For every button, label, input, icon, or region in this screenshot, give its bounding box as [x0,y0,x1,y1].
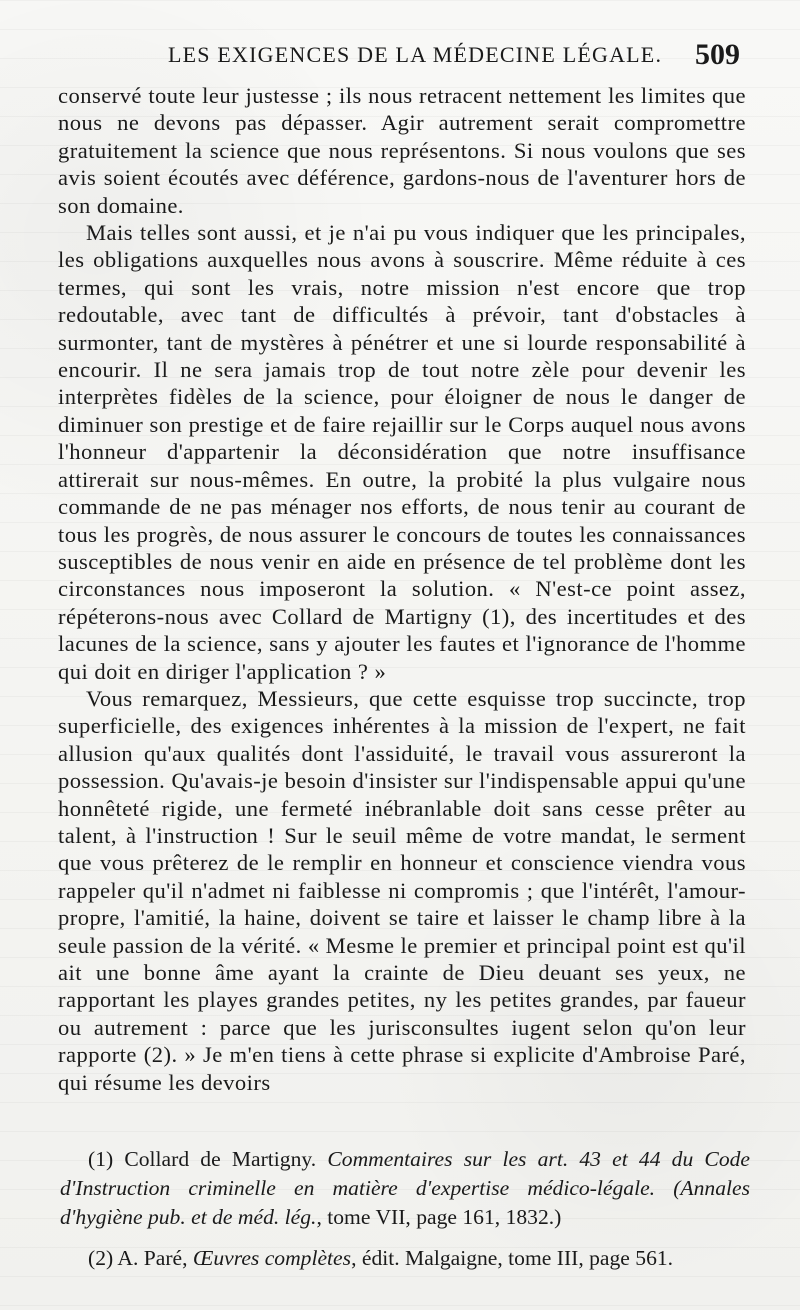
footnote-1-journal: (Annales d'hygiène pub. et de méd. lég. [60,1176,750,1229]
footnote-2 [60,1244,750,1273]
footnote-1-citation: , tome VII, page 161, 1832.) [316,1205,562,1229]
page-header [168,40,740,78]
main-text [58,82,746,1096]
paragraph-3: Vous remarquez, Messieurs, que cette esquisse trop succincte, trop superficielle, des exigences inhérentes à la mission de l'expert, ne fait allusion qu'aux qualités dont l'assiduité, le travail vous assureront la possession. Qu'avais-je besoin d'insister sur l'indispensable appui qu'une honnêteté rigide, une fermeté inébranlable doit sans cesse prêter au talent, à l'instruction ! Sur le seuil même de votre mandat, le serment que vous prêterez de le remplir en honneur et conscience viendra vous rappeler qu'il n'admet ni faiblesse ni compromis ; que l'intérêt, l'amour-propre, l'amitié, la haine, doivent se taire et laisser le champ libre à la seule passion de la vérité. « Mesme le premier et principal point est qu'il ait une bonne âme ayant la crainte de Dieu deuant ses yeux, ne rapportant les playes grandes petites, ny les petites grandes, par faueur ou autrement : parce que les jurisconsultes iugent selon qu'on leur rapporte (2). » Je m'en tiens à cette phrase si explicite d'Ambroise Paré, qui résume les devoirs [58,685,746,1095]
footnote-1 [60,1145,750,1232]
paragraph-1: conservé toute leur justesse ; ils nous retracent nettement les limites que nous ne devons pas dépasser. Agir autrement serait compromettre gratuitement la science que nous représentons. Si nous voulons que ses avis soient écoutés avec déférence, gardons-nous de l'aventurer hors de son domaine. [58,83,746,218]
footnote-2-title: Œuvres complètes [192,1246,352,1270]
running-head: LES EXIGENCES DE LA MÉDECINE LÉGALE. [168,42,663,67]
footnote-2-prefix: (2) A. Paré, [88,1246,188,1270]
footnotes [60,1145,750,1273]
page-number: 509 [695,38,740,71]
footnote-1-title: Commentaires sur les art. 43 et 44 du Code d'Instruction criminelle en matière d'expertise médico-légale. [60,1147,750,1200]
footnote-2-citation: , édit. Malgaigne, tome III, page 561. [351,1246,674,1270]
paragraph-2: Mais telles sont aussi, et je n'ai pu vous indiquer que les principales, les obligations auxquelles nous avons à souscrire. Même réduite à ces termes, qui sont les vrais, notre mission n'est encore que trop redoutable, avec tant de difficultés à prévoir, tant d'obstacles à surmonter, tant de mystères à pénétrer et une si lourde responsabilité à encourir. Il ne sera jamais trop de tout notre zèle pour devenir les interprètes fidèles de la science, pour éloigner de nous le danger de diminuer son prestige et de faire rejaillir sur le Corps auquel nous avons l'honneur d'appartenir la déconsidération que notre insuffisance attirerait sur nous-mêmes. En outre, la probité la plus vulgaire nous commande de ne pas ménager nos efforts, de nous tenir au courant de tous les progrès, de nous assurer le concours de toutes les connaissances susceptibles de nous venir en aide en présence de tel problème dont les circonstances nous imposeront la solution. « N'est-ce point assez, répéterons-nous avec Collard de Martigny (1), des incertitudes et des lacunes de la science, sans y ajouter les fautes et l'ignorance de l'homme qui doit en diriger l'application ? » [58,220,746,684]
footnote-1-prefix: (1) Collard de Martigny. [88,1147,317,1171]
